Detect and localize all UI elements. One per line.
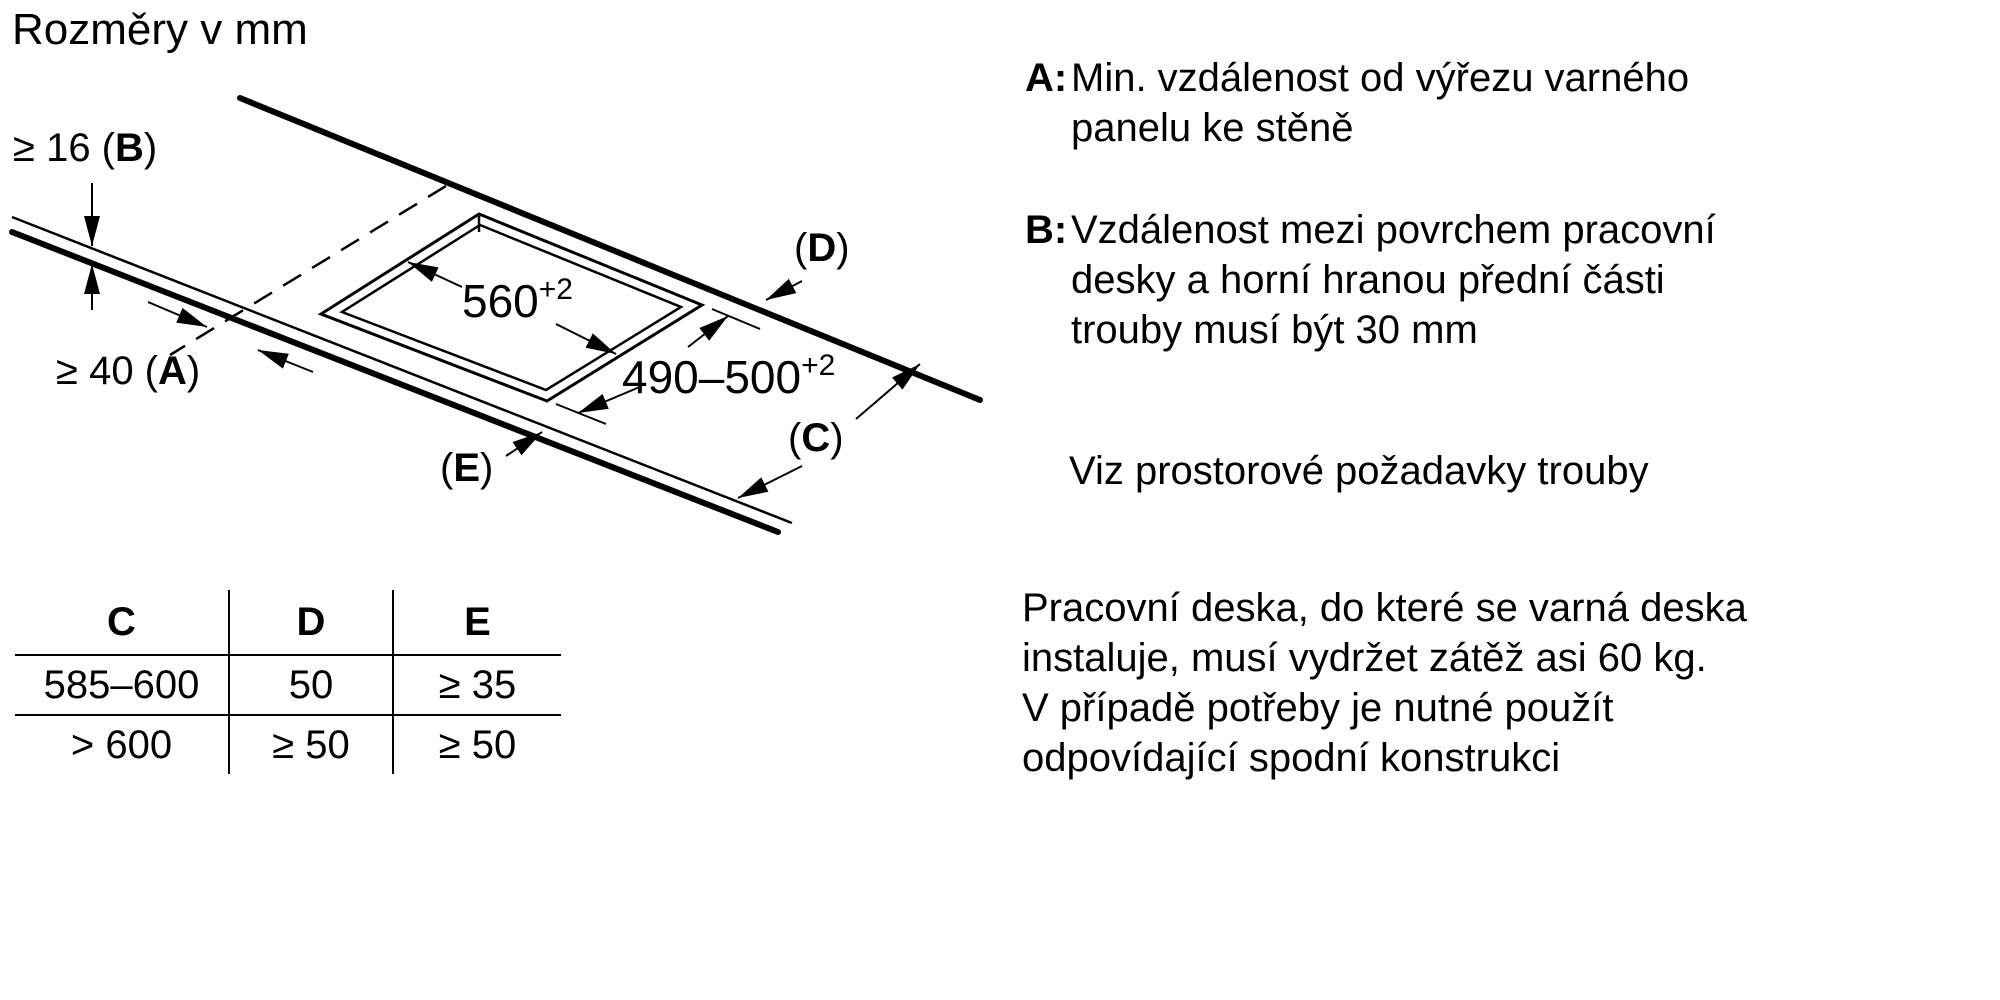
worktop-back-edge-line — [240, 98, 980, 400]
table-header-c: C — [15, 590, 229, 655]
note-a-label: A: — [1025, 56, 1068, 100]
label-b-min-16: ≥ 16 (B) — [13, 126, 158, 170]
note-b — [1025, 205, 1716, 355]
dim-560-arrow-left — [408, 262, 462, 287]
dim-490-extension-bottom — [556, 404, 606, 424]
label-d-arrow — [766, 281, 802, 300]
wall-reference-dashed-line — [170, 186, 446, 355]
note-b-text — [1071, 205, 1716, 355]
label-c-arrow-down — [738, 466, 802, 498]
label-c: (C) — [788, 416, 844, 460]
label-c-arrow-up — [856, 364, 920, 419]
table-cell: ≥ 50 — [229, 715, 393, 774]
dim-a-arrow-left — [258, 350, 313, 372]
note-a-line: Min. vzdálenost od výřezu varného — [1071, 56, 1690, 100]
note-b-line: desky a horní hranou přední části — [1071, 258, 1665, 302]
table-header-e: E — [393, 590, 561, 655]
note-a-line: panelu ke stěně — [1071, 106, 1354, 150]
table-cell: ≥ 50 — [438, 722, 517, 767]
dim-490-arrow-up — [688, 316, 728, 347]
dimensions-table — [15, 590, 561, 774]
table-cell: ≥ 35 — [393, 655, 561, 715]
note-b-line: trouby musí být 30 mm — [1071, 308, 1478, 352]
note-a-text — [1071, 53, 1689, 153]
label-a-min-40: ≥ 40 (A) — [56, 349, 201, 393]
note-worktop-load-line: instaluje, musí vydržet zátěž asi 60 kg. — [1022, 636, 1707, 680]
table-cell: 50 — [229, 655, 393, 715]
note-worktop-load-line: Pracovní deska, do které se varná deska — [1022, 586, 1747, 630]
note-b-label: B: — [1025, 208, 1068, 252]
table-cell: > 600 — [15, 715, 229, 774]
dim-490-extension-top — [712, 309, 760, 329]
note-oven-requirements-line: Viz prostorové požadavky trouby — [1069, 449, 1649, 493]
note-b-line: Vzdálenost mezi povrchem pracovní — [1071, 208, 1716, 252]
label-d: (D) — [794, 226, 850, 270]
dim-560-arrow-right — [556, 324, 616, 354]
table-header-d: D — [229, 590, 393, 655]
dim-490-500-label: $490-500^{+2}$ — [622, 348, 836, 403]
page-title: Rozměry v mm — [12, 5, 308, 54]
note-a — [1025, 53, 1689, 153]
note-worktop-load — [1022, 583, 1747, 783]
note-worktop-load-line: odpovídající spodní konstrukci — [1022, 736, 1561, 780]
dim-560-label: $560^{+2}$ — [462, 272, 573, 327]
table-header-row — [15, 590, 561, 655]
table-row — [15, 715, 561, 774]
table-cell: 585–600 — [15, 655, 229, 715]
note-worktop-load-line: V případě potřeby je nutné použít — [1022, 686, 1614, 730]
label-e: (E) — [440, 446, 494, 490]
table-row — [15, 655, 561, 715]
note-oven-requirements — [1069, 446, 1649, 496]
